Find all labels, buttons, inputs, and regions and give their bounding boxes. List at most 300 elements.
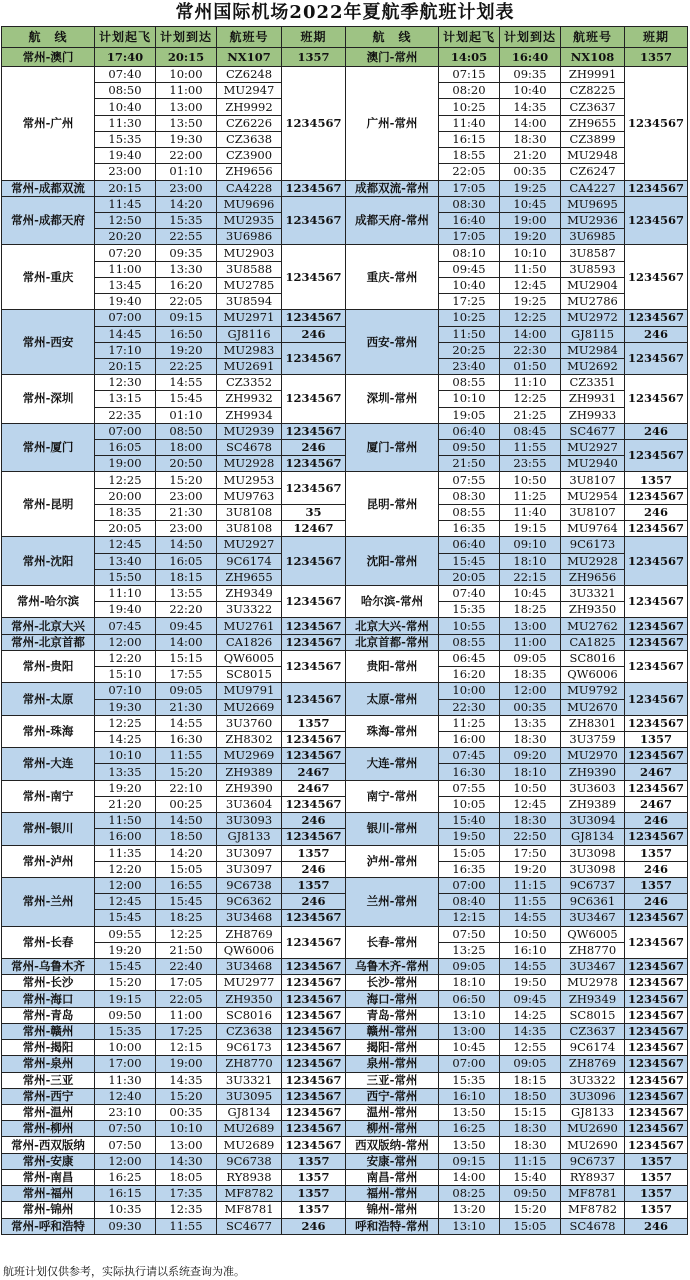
flight-number: ZH9932 xyxy=(217,391,282,407)
header-flight: 航班号 xyxy=(217,27,282,48)
flight-number: 3U3096 xyxy=(561,1088,625,1104)
planned-departure: 17:25 xyxy=(439,294,500,310)
flight-number: NX108 xyxy=(561,48,625,67)
planned-departure: 19:40 xyxy=(95,294,156,310)
route-return: 柳州-常州 xyxy=(346,1121,439,1137)
planned-departure: 12:15 xyxy=(439,910,500,926)
route-return: 青岛-常州 xyxy=(346,1007,439,1023)
planned-arrival: 21:30 xyxy=(156,699,217,715)
planned-arrival: 14:50 xyxy=(156,537,217,553)
planned-departure: 20:15 xyxy=(95,180,156,196)
header-arr: 计划到达 xyxy=(156,27,217,48)
flight-number: SC4677 xyxy=(217,1218,282,1234)
flight-days: 1234567 xyxy=(625,926,688,958)
flight-number: MU2977 xyxy=(217,975,282,991)
planned-departure: 23:40 xyxy=(439,358,500,374)
flight-number: 3U3759 xyxy=(561,731,625,747)
planned-departure: 12:30 xyxy=(95,375,156,391)
planned-departure: 11:30 xyxy=(95,115,156,131)
planned-arrival: 22:05 xyxy=(156,294,217,310)
planned-arrival: 18:50 xyxy=(156,829,217,845)
table-row xyxy=(2,423,688,439)
planned-departure: 08:50 xyxy=(95,83,156,99)
table-row xyxy=(2,780,688,796)
flight-number: 9C6173 xyxy=(217,1040,282,1056)
planned-arrival: 21:30 xyxy=(156,504,217,520)
planned-arrival: 13:00 xyxy=(500,618,561,634)
planned-arrival: 11:55 xyxy=(156,1218,217,1234)
planned-departure: 16:10 xyxy=(439,1088,500,1104)
flight-days: 1234567 xyxy=(625,650,688,682)
flight-days: 1234567 xyxy=(625,1007,688,1023)
flight-number: QW6006 xyxy=(217,942,282,958)
flight-days: 1234567 xyxy=(625,975,688,991)
flight-days: 1234567 xyxy=(282,1105,346,1121)
planned-departure: 07:20 xyxy=(95,245,156,261)
planned-arrival: 21:50 xyxy=(156,942,217,958)
flight-days: 2467 xyxy=(282,780,346,796)
table-body xyxy=(2,27,688,1235)
flight-number: ZH9933 xyxy=(561,407,625,423)
planned-departure: 20:05 xyxy=(439,569,500,585)
table-row xyxy=(2,829,688,845)
flight-number: ZH9349 xyxy=(561,991,625,1007)
flight-number: 3U3322 xyxy=(217,602,282,618)
table-row xyxy=(2,731,688,747)
planned-departure: 07:00 xyxy=(439,1056,500,1072)
flight-days: 1234567 xyxy=(625,342,688,374)
header-dep: 计划起飞 xyxy=(95,27,156,48)
flight-number: GJ8133 xyxy=(217,829,282,845)
planned-departure: 07:15 xyxy=(439,67,500,83)
planned-arrival: 17:25 xyxy=(156,1023,217,1039)
route-outbound: 常州-太原 xyxy=(2,683,95,715)
route-outbound: 常州-兰州 xyxy=(2,877,95,926)
planned-departure: 19:20 xyxy=(95,780,156,796)
planned-arrival: 11:55 xyxy=(500,894,561,910)
header-arr-return: 计划到达 xyxy=(500,27,561,48)
route-outbound: 常州-长春 xyxy=(2,926,95,958)
flight-number: CZ3352 xyxy=(217,375,282,391)
planned-arrival: 17:55 xyxy=(156,667,217,683)
planned-arrival: 13:55 xyxy=(156,586,217,602)
flight-number: 3U3321 xyxy=(561,586,625,602)
flight-days: 1234567 xyxy=(625,440,688,472)
flight-number: 3U3097 xyxy=(217,861,282,877)
planned-arrival: 12:45 xyxy=(500,796,561,812)
planned-departure: 15:05 xyxy=(439,845,500,861)
flight-days: 1234567 xyxy=(282,910,346,926)
flight-days: 1357 xyxy=(625,48,688,67)
flight-days: 1234567 xyxy=(282,586,346,618)
route-outbound: 常州-贵阳 xyxy=(2,650,95,682)
planned-departure: 07:45 xyxy=(439,748,500,764)
route-outbound: 常州-柳州 xyxy=(2,1121,95,1137)
flight-days: 1234567 xyxy=(625,586,688,618)
route-outbound: 常州-西安 xyxy=(2,310,95,375)
flight-number: MU2948 xyxy=(561,148,625,164)
flight-number: 3U3468 xyxy=(217,910,282,926)
flight-days: 1234567 xyxy=(282,1007,346,1023)
flight-days: 1357 xyxy=(282,877,346,893)
planned-arrival: 14:25 xyxy=(500,1007,561,1023)
flight-days: 1234567 xyxy=(282,991,346,1007)
route-return: 北京首都-常州 xyxy=(346,634,439,650)
flight-days: 35 xyxy=(282,504,346,520)
flight-number: MU2927 xyxy=(217,537,282,553)
table-row xyxy=(2,1121,688,1137)
table-row xyxy=(2,440,688,456)
planned-departure: 15:35 xyxy=(439,1072,500,1088)
flight-days: 1234567 xyxy=(282,975,346,991)
planned-departure: 17:05 xyxy=(439,229,500,245)
flight-days: 1234567 xyxy=(282,1023,346,1039)
flight-number: GJ8134 xyxy=(561,829,625,845)
table-row xyxy=(2,748,688,764)
flight-days: 1357 xyxy=(282,48,346,67)
flight-number: CZ6248 xyxy=(217,67,282,83)
flight-days: 1357 xyxy=(625,1202,688,1218)
route-return: 赣州-常州 xyxy=(346,1023,439,1039)
table-row xyxy=(2,180,688,196)
planned-departure: 20:15 xyxy=(95,358,156,374)
planned-departure: 11:30 xyxy=(95,1072,156,1088)
planned-departure: 19:00 xyxy=(95,456,156,472)
page-title: 常州国际机场2022年夏航季航班计划表 xyxy=(175,2,515,23)
flight-days: 1234567 xyxy=(625,634,688,650)
flight-days: 246 xyxy=(625,423,688,439)
planned-arrival: 10:50 xyxy=(500,472,561,488)
planned-departure: 08:55 xyxy=(439,504,500,520)
planned-departure: 10:45 xyxy=(439,1040,500,1056)
flight-days: 1234567 xyxy=(282,180,346,196)
flight-number: CZ6247 xyxy=(561,164,625,180)
header-flight-return: 航班号 xyxy=(561,27,625,48)
flight-number: 3U8588 xyxy=(217,261,282,277)
flight-number: MU9791 xyxy=(217,683,282,699)
planned-arrival: 14:35 xyxy=(500,99,561,115)
planned-arrival: 19:20 xyxy=(156,342,217,358)
planned-arrival: 19:25 xyxy=(500,294,561,310)
planned-arrival: 09:05 xyxy=(500,650,561,666)
planned-arrival: 17:50 xyxy=(500,845,561,861)
route-return: 兰州-常州 xyxy=(346,877,439,926)
table-row xyxy=(2,67,688,83)
flight-days: 1234567 xyxy=(625,829,688,845)
planned-departure: 16:40 xyxy=(439,212,500,228)
flight-number: 3U6985 xyxy=(561,229,625,245)
route-return: 呼和浩特-常州 xyxy=(346,1218,439,1234)
flight-number: ZH8770 xyxy=(561,942,625,958)
planned-arrival: 11:00 xyxy=(156,1007,217,1023)
planned-arrival: 15:40 xyxy=(500,1169,561,1185)
route-return: 厦门-常州 xyxy=(346,423,439,472)
planned-departure: 06:40 xyxy=(439,537,500,553)
flight-days: 1357 xyxy=(282,1202,346,1218)
route-return: 北京大兴-常州 xyxy=(346,618,439,634)
planned-arrival: 19:00 xyxy=(156,1056,217,1072)
flight-days: 1234567 xyxy=(625,180,688,196)
flight-number: 3U3094 xyxy=(561,813,625,829)
route-outbound: 常州-长沙 xyxy=(2,975,95,991)
flight-number: MU2904 xyxy=(561,277,625,293)
planned-departure: 10:55 xyxy=(439,618,500,634)
route-return: 长沙-常州 xyxy=(346,975,439,991)
flight-number: 3U3097 xyxy=(217,845,282,861)
flight-number: SC8016 xyxy=(561,650,625,666)
planned-arrival: 18:30 xyxy=(500,813,561,829)
planned-departure: 12:00 xyxy=(95,634,156,650)
planned-arrival: 10:10 xyxy=(500,245,561,261)
flight-number: MU2670 xyxy=(561,699,625,715)
planned-departure: 16:15 xyxy=(95,1186,156,1202)
planned-arrival: 14:20 xyxy=(156,196,217,212)
planned-departure: 15:35 xyxy=(95,131,156,147)
planned-arrival: 01:50 xyxy=(500,358,561,374)
planned-arrival: 18:05 xyxy=(156,1169,217,1185)
flight-number: 3U3093 xyxy=(217,813,282,829)
planned-departure: 09:05 xyxy=(439,959,500,975)
flight-days: 246 xyxy=(625,861,688,877)
flight-number: MU2928 xyxy=(561,553,625,569)
planned-departure: 12:20 xyxy=(95,861,156,877)
flight-days: 1234567 xyxy=(625,1072,688,1088)
flight-number: ZH8769 xyxy=(217,926,282,942)
flight-number: ZH9390 xyxy=(561,764,625,780)
flight-number: MU2970 xyxy=(561,748,625,764)
flight-schedule-table xyxy=(1,26,688,1235)
route-return: 南昌-常州 xyxy=(346,1169,439,1185)
planned-departure: 09:45 xyxy=(439,261,500,277)
planned-arrival: 16:50 xyxy=(156,326,217,342)
flight-days: 1234567 xyxy=(282,1040,346,1056)
planned-departure: 10:00 xyxy=(439,683,500,699)
planned-departure: 15:40 xyxy=(439,813,500,829)
planned-departure: 16:15 xyxy=(439,131,500,147)
flight-number: CZ3351 xyxy=(561,375,625,391)
flight-number: GJ8133 xyxy=(561,1105,625,1121)
planned-departure: 21:50 xyxy=(439,456,500,472)
route-outbound: 常州-三亚 xyxy=(2,1072,95,1088)
flight-number: 3U3321 xyxy=(217,1072,282,1088)
flight-number: SC4678 xyxy=(561,1218,625,1234)
flight-number: MF8782 xyxy=(561,1202,625,1218)
planned-departure: 07:55 xyxy=(439,780,500,796)
planned-arrival: 15:20 xyxy=(156,764,217,780)
flight-number: MU2692 xyxy=(561,358,625,374)
table-row xyxy=(2,1040,688,1056)
flight-days: 1234567 xyxy=(625,537,688,586)
flight-days: 246 xyxy=(282,1218,346,1234)
planned-departure: 12:20 xyxy=(95,650,156,666)
planned-arrival: 22:00 xyxy=(156,148,217,164)
flight-days: 1357 xyxy=(625,1169,688,1185)
flight-number: NX107 xyxy=(217,48,282,67)
planned-arrival: 14:50 xyxy=(156,813,217,829)
flight-number: 9C6738 xyxy=(217,877,282,893)
planned-arrival: 19:00 xyxy=(500,212,561,228)
planned-departure: 19:30 xyxy=(95,699,156,715)
flight-days: 1234567 xyxy=(625,991,688,1007)
flight-number: CA1826 xyxy=(217,634,282,650)
planned-departure: 07:00 xyxy=(95,423,156,439)
table-row xyxy=(2,715,688,731)
flight-number: GJ8116 xyxy=(217,326,282,342)
route-outbound: 常州-乌鲁木齐 xyxy=(2,959,95,975)
flight-number: MU2690 xyxy=(561,1121,625,1137)
flight-number: QW6005 xyxy=(561,926,625,942)
table-row xyxy=(2,1169,688,1185)
planned-arrival: 21:25 xyxy=(500,407,561,423)
flight-number: MU2936 xyxy=(561,212,625,228)
flight-days: 246 xyxy=(282,813,346,829)
planned-arrival: 00:25 xyxy=(156,796,217,812)
planned-departure: 06:40 xyxy=(439,423,500,439)
planned-departure: 23:00 xyxy=(95,164,156,180)
planned-arrival: 00:35 xyxy=(500,699,561,715)
planned-arrival: 22:15 xyxy=(500,569,561,585)
flight-number: MU2983 xyxy=(217,342,282,358)
flight-number: ZH8302 xyxy=(217,731,282,747)
planned-departure: 22:05 xyxy=(439,164,500,180)
planned-departure: 13:10 xyxy=(439,1218,500,1234)
route-return: 成都双流-常州 xyxy=(346,180,439,196)
planned-departure: 15:35 xyxy=(95,1023,156,1039)
header-route-return: 航 线 xyxy=(346,27,439,48)
route-return: 三亚-常州 xyxy=(346,1072,439,1088)
planned-arrival: 11:00 xyxy=(156,83,217,99)
planned-departure: 16:35 xyxy=(439,521,500,537)
flight-number: MF8781 xyxy=(217,1202,282,1218)
planned-departure: 17:10 xyxy=(95,342,156,358)
flight-number: MU2953 xyxy=(217,472,282,488)
planned-arrival: 14:35 xyxy=(156,1072,217,1088)
planned-departure: 07:10 xyxy=(95,683,156,699)
flight-days: 1234567 xyxy=(282,796,346,812)
table-row xyxy=(2,910,688,926)
flight-number: ZH9350 xyxy=(561,602,625,618)
planned-arrival: 22:05 xyxy=(156,991,217,1007)
planned-departure: 15:45 xyxy=(95,910,156,926)
flight-days: 246 xyxy=(625,813,688,829)
route-outbound: 常州-福州 xyxy=(2,1186,95,1202)
table-row xyxy=(2,975,688,991)
flight-days: 1234567 xyxy=(282,731,346,747)
flight-days: 1234567 xyxy=(625,310,688,326)
flight-number: 3U8108 xyxy=(217,521,282,537)
table-row xyxy=(2,504,688,520)
planned-departure: 13:25 xyxy=(439,942,500,958)
flight-number: 9C6174 xyxy=(217,553,282,569)
planned-arrival: 16:55 xyxy=(156,877,217,893)
planned-departure: 09:15 xyxy=(439,1153,500,1169)
planned-arrival: 14:35 xyxy=(500,1023,561,1039)
table-row xyxy=(2,796,688,812)
route-outbound: 常州-西双版纳 xyxy=(2,1137,95,1153)
flight-number: MU2903 xyxy=(217,245,282,261)
flight-days: 1234567 xyxy=(282,829,346,845)
planned-arrival: 01:10 xyxy=(156,164,217,180)
flight-days: 1234567 xyxy=(282,472,346,504)
planned-arrival: 14:00 xyxy=(500,115,561,131)
flight-days: 246 xyxy=(282,326,346,342)
planned-arrival: 14:30 xyxy=(156,1153,217,1169)
planned-arrival: 14:20 xyxy=(156,845,217,861)
flight-days: 1234567 xyxy=(282,196,346,245)
flight-days: 2467 xyxy=(625,764,688,780)
planned-arrival: 13:30 xyxy=(156,261,217,277)
planned-arrival: 22:30 xyxy=(500,342,561,358)
planned-arrival: 23:00 xyxy=(156,180,217,196)
route-outbound: 常州-昆明 xyxy=(2,472,95,537)
planned-departure: 18:10 xyxy=(439,975,500,991)
planned-arrival: 09:05 xyxy=(500,1056,561,1072)
planned-departure: 09:30 xyxy=(95,1218,156,1234)
route-outbound: 常州-哈尔滨 xyxy=(2,586,95,618)
flight-number: 3U6986 xyxy=(217,229,282,245)
planned-departure: 10:10 xyxy=(95,748,156,764)
planned-arrival: 10:45 xyxy=(500,196,561,212)
table-row xyxy=(2,991,688,1007)
planned-departure: 11:10 xyxy=(95,586,156,602)
route-outbound: 常州-广州 xyxy=(2,67,95,181)
table-row xyxy=(2,472,688,488)
flight-number: MU2984 xyxy=(561,342,625,358)
planned-arrival: 19:20 xyxy=(500,861,561,877)
flight-days: 1234567 xyxy=(625,748,688,764)
planned-arrival: 16:20 xyxy=(156,277,217,293)
planned-arrival: 23:00 xyxy=(156,521,217,537)
flight-number: 3U3322 xyxy=(561,1072,625,1088)
flight-number: 3U8107 xyxy=(561,504,625,520)
planned-departure: 09:55 xyxy=(95,926,156,942)
planned-departure: 08:20 xyxy=(439,83,500,99)
planned-arrival: 15:15 xyxy=(156,650,217,666)
planned-departure: 09:50 xyxy=(439,440,500,456)
flight-days: 2467 xyxy=(282,764,346,780)
flight-number: 3U8593 xyxy=(561,261,625,277)
route-return: 澳门-常州 xyxy=(346,48,439,67)
route-outbound: 常州-呼和浩特 xyxy=(2,1218,95,1234)
planned-departure: 10:40 xyxy=(95,99,156,115)
flight-days: 246 xyxy=(625,894,688,910)
flight-number: SC4677 xyxy=(561,423,625,439)
planned-arrival: 11:40 xyxy=(500,504,561,520)
flight-number: 3U3467 xyxy=(561,959,625,975)
planned-departure: 19:20 xyxy=(95,942,156,958)
route-outbound: 常州-深圳 xyxy=(2,375,95,424)
planned-departure: 10:05 xyxy=(439,796,500,812)
planned-arrival: 11:00 xyxy=(500,634,561,650)
planned-arrival: 18:15 xyxy=(500,1072,561,1088)
planned-departure: 16:25 xyxy=(95,1169,156,1185)
table-row xyxy=(2,861,688,877)
flight-number: 3U8107 xyxy=(561,472,625,488)
planned-arrival: 10:00 xyxy=(156,67,217,83)
planned-arrival: 20:50 xyxy=(156,456,217,472)
flight-number: ZH9656 xyxy=(217,164,282,180)
planned-arrival: 15:05 xyxy=(156,861,217,877)
planned-departure: 13:10 xyxy=(439,1007,500,1023)
flight-number: MU9764 xyxy=(561,521,625,537)
footnote: 航班计划仅供参考，实际执行请以系统查询为准。 xyxy=(3,1265,245,1278)
flight-number: 9C6737 xyxy=(561,877,625,893)
planned-departure: 18:55 xyxy=(439,148,500,164)
flight-days: 246 xyxy=(282,440,346,456)
table-row xyxy=(2,456,688,472)
planned-departure: 10:35 xyxy=(95,1202,156,1218)
flight-days: 246 xyxy=(282,861,346,877)
